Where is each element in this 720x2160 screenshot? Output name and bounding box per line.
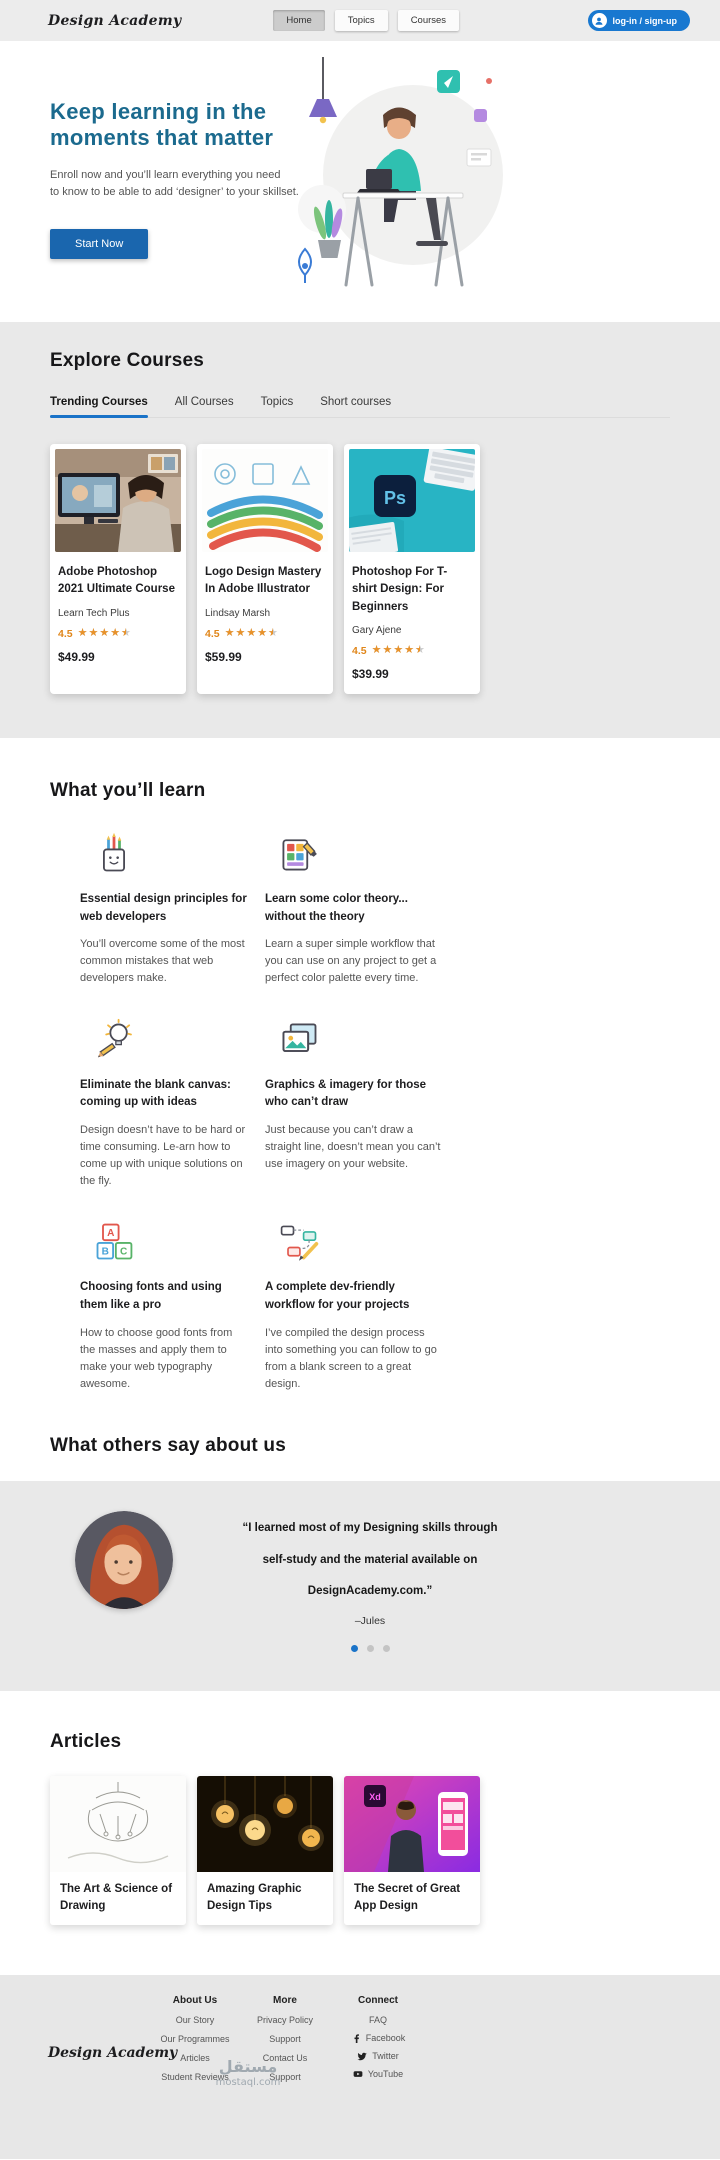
footer-column-more: [240, 1995, 330, 2082]
explore-courses-title: Explore Courses: [50, 350, 204, 371]
footer-column-title: More: [273, 1994, 297, 2006]
feature-body: Just because you can’t draw a straight line, doesn’t mean you can’t use imagery on your website.: [265, 1124, 441, 1171]
feature-title: A complete dev-friendly workflow for your projects: [265, 1281, 410, 1312]
feature-body: I’ve compiled the design process into something you can follow to go from a blank screen to a great design.: [265, 1326, 437, 1391]
rating-value: 4.5: [205, 627, 220, 640]
footer-column-about-us: [150, 1995, 240, 2082]
feature-dev-workflow: [265, 1220, 460, 1393]
rating-value: 4.5: [352, 644, 367, 657]
course-rating: [58, 628, 178, 640]
feature-body: How to choose good fonts from the masses and apply them to make your web typography awesome.: [80, 1326, 233, 1391]
feature-title: Eliminate the blank canvas: coming up with ideas: [80, 1078, 231, 1109]
course-author: Gary Ajene: [352, 624, 402, 636]
articles-section: [0, 1691, 720, 1925]
top-navigation-bar: [0, 0, 720, 41]
course-price: $39.99: [352, 666, 389, 681]
article-card-graphic-design-tips[interactable]: [197, 1776, 333, 1925]
course-price: $49.99: [58, 649, 95, 664]
facebook-icon: [351, 2033, 361, 2043]
footer-column-title: Connect: [358, 1994, 398, 2006]
carousel-dots: [205, 1645, 535, 1652]
course-title: Logo Design Mastery In Adobe Illustrator: [205, 566, 322, 596]
person-working-at-desk-illustration: [288, 57, 508, 297]
course-title: Adobe Photoshop 2021 Ultimate Course: [58, 566, 175, 596]
articles-title: Articles: [50, 1731, 122, 1753]
footer-link-twitter[interactable]: Twitter: [330, 2051, 426, 2061]
footer-link-faq[interactable]: FAQ: [368, 2014, 387, 2025]
watermark-arabic-text: مستقل: [218, 2056, 278, 2076]
svg-text:A: A: [107, 1228, 115, 1240]
course-card-photoshop-2021[interactable]: [50, 444, 186, 694]
footer-link-youtube[interactable]: YouTube: [330, 2069, 426, 2079]
testimonial-quote: “I learned most of my Designing skills through self-study and the material available on DesignAcademy.com.” –Jules: [205, 1511, 535, 1691]
main-nav: [273, 10, 459, 31]
start-now-button[interactable]: Start Now: [50, 229, 148, 259]
footer-link-contact-us[interactable]: Contact Us: [262, 2052, 308, 2063]
article-card-app-design[interactable]: [344, 1776, 480, 1925]
footer-column-connect: [330, 1995, 426, 2082]
course-image-photoshop-tshirt: [349, 449, 475, 552]
user-icon: [592, 13, 607, 28]
tab-short-courses[interactable]: Short courses: [320, 396, 392, 408]
abc-blocks-icon: [92, 1220, 136, 1264]
footer-link-our-programmes[interactable]: Our Programmes: [160, 2033, 230, 2044]
course-card-tshirt-design[interactable]: [344, 444, 480, 694]
testimonial-carousel: [0, 1481, 720, 1691]
workflow-icon: [277, 1220, 321, 1264]
article-image-pencil-sketch: [50, 1776, 186, 1872]
feature-blank-canvas: [80, 1018, 265, 1191]
rating-value: 4.5: [58, 627, 73, 640]
footer: [0, 1975, 720, 2159]
article-title: The Art & Science of Drawing: [60, 1883, 173, 1913]
footer-link-support[interactable]: Support: [269, 2033, 301, 2044]
nav-button-courses[interactable]: Courses: [398, 10, 459, 31]
course-image-colorful-logo-sketches: [202, 449, 328, 552]
carousel-dot-3[interactable]: [383, 1645, 390, 1652]
svg-text:C: C: [119, 1246, 128, 1258]
tab-all-courses[interactable]: All Courses: [174, 396, 234, 408]
nav-button-topics[interactable]: Topics: [335, 10, 388, 31]
nav-button-home[interactable]: Home: [273, 10, 324, 31]
course-rating: [352, 645, 472, 657]
feature-graphics-imagery: [265, 1018, 460, 1191]
feature-title: Choosing fonts and using them like a pro: [80, 1281, 222, 1312]
course-price: $59.99: [205, 649, 242, 664]
feature-design-principles: [80, 832, 265, 988]
footer-link-columns: [150, 1995, 426, 2082]
testimonials-title: What others say about us: [50, 1435, 287, 1457]
star-rating-icon: [225, 628, 279, 639]
login-signup-button[interactable]: [588, 10, 691, 31]
testimonial-avatar: [75, 1511, 173, 1609]
course-rating: [205, 628, 325, 640]
feature-body: Design doesn’t have to be hard or time consuming. Le-arn how to come up with unique solutions on the fly.: [80, 1124, 246, 1188]
hero-subtitle: Enroll now and you’ll learn everything you need to know to be able to add ‘designer’ to your skillset.: [50, 168, 299, 198]
footer-column-title: About Us: [172, 1994, 218, 2006]
article-card-drawing[interactable]: [50, 1776, 186, 1925]
footer-link-privacy-policy[interactable]: Privacy Policy: [256, 2014, 313, 2025]
testimonials-section-heading: [0, 1401, 720, 1457]
idea-sketch-icon: [92, 1018, 136, 1062]
hero-title: Keep learning in the moments that matter: [50, 99, 274, 151]
article-card-list: [50, 1776, 720, 1925]
footer-link-articles[interactable]: Articles: [180, 2052, 210, 2063]
article-title: The Secret of Great App Design: [354, 1883, 461, 1913]
course-card-list: [50, 444, 670, 694]
svg-text:Xd: Xd: [369, 1792, 381, 1803]
stationery-cup-icon: [92, 832, 136, 876]
feature-grid: [80, 832, 720, 1393]
login-signup-label: log-in / sign-up: [612, 15, 677, 26]
feature-body: Learn a super simple workflow that you can use on any project to get a perfect color palette every time.: [265, 938, 437, 985]
course-author: Lindsay Marsh: [205, 607, 271, 619]
youtube-icon: [353, 2069, 363, 2079]
watermark-domain: mostaql.com: [215, 2076, 281, 2088]
feature-title: Essential design principles for web developers: [80, 892, 247, 923]
course-tabs: [50, 396, 670, 418]
footer-link-facebook[interactable]: Facebook: [330, 2033, 426, 2043]
article-image-light-bulbs: [197, 1776, 333, 1872]
footer-link-support-2[interactable]: Support: [269, 2071, 301, 2082]
footer-link-our-story[interactable]: Our Story: [175, 2014, 215, 2025]
feature-choosing-fonts: [80, 1220, 265, 1393]
feature-title: Graphics & imagery for those who can’t draw: [265, 1078, 427, 1109]
svg-text:B: B: [101, 1246, 109, 1258]
tab-trending-courses[interactable]: Trending Courses: [50, 396, 148, 417]
course-card-logo-design[interactable]: [197, 444, 333, 694]
course-author: Learn Tech Plus: [58, 607, 130, 619]
star-rating-icon: [78, 628, 132, 639]
footer-brand-logo[interactable]: Design Academy: [48, 2044, 178, 2061]
testimonial-author: –Jules: [354, 1615, 386, 1628]
course-title: Photoshop For T-shirt Design: For Beginners: [352, 566, 448, 613]
footer-link-student-reviews[interactable]: Student Reviews: [161, 2071, 229, 2082]
feature-body: You’ll overcome some of the most common mistakes that web developers make.: [80, 938, 245, 985]
brand-logo[interactable]: Design Academy: [48, 12, 182, 29]
learn-title: What you’ll learn: [50, 779, 206, 801]
color-palette-icon: [277, 832, 321, 876]
hero-section: [0, 41, 720, 322]
graphics-imagery-icon: [277, 1018, 321, 1062]
explore-courses-section: [0, 322, 720, 738]
tab-topics[interactable]: Topics: [260, 396, 294, 408]
svg-text:Ps: Ps: [383, 488, 407, 508]
feature-color-theory: [265, 832, 460, 988]
feature-title: Learn some color theory... without the theory: [265, 892, 408, 923]
what-youll-learn-section: [0, 738, 720, 1401]
course-image-woman-at-computer: [55, 449, 181, 552]
twitter-icon: [357, 2051, 367, 2061]
article-title: Amazing Graphic Design Tips: [207, 1883, 302, 1913]
article-image-adobe-xd-app-design: [344, 1776, 480, 1872]
carousel-dot-1[interactable]: [351, 1645, 358, 1652]
star-rating-icon: [372, 645, 426, 656]
carousel-dot-2[interactable]: [367, 1645, 374, 1652]
